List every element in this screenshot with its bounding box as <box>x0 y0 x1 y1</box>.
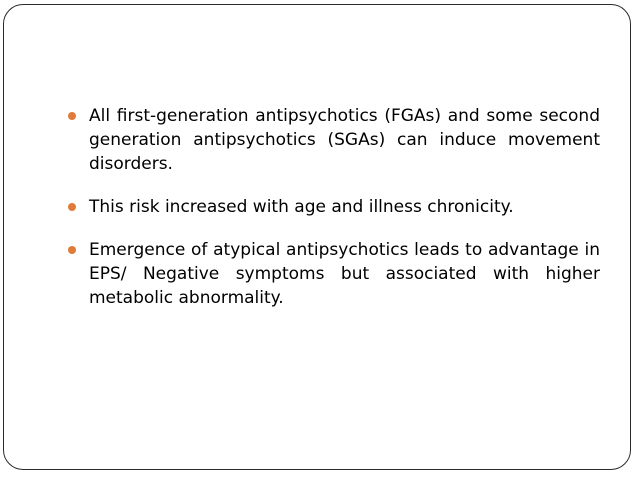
bullet-list <box>68 104 600 329</box>
bullet-text: Emergence of atypical antipsychotics leads to advantage in EPS/ Negative symptoms but associated with higher metabolic abnormality. <box>89 240 600 308</box>
bullet-dot-icon <box>68 203 76 211</box>
bullet-item <box>68 104 600 176</box>
bullet-dot-icon <box>68 246 76 254</box>
bullet-dot-icon <box>68 112 76 120</box>
bullet-text: This risk increased with age and illness chronicity. <box>89 197 514 217</box>
bullet-text: All first-generation antipsychotics (FGAs) and some second generation antipsychotics (SGAs) can induce movement disorders. <box>89 106 600 174</box>
bullet-item <box>68 195 600 219</box>
bullet-item <box>68 238 600 310</box>
